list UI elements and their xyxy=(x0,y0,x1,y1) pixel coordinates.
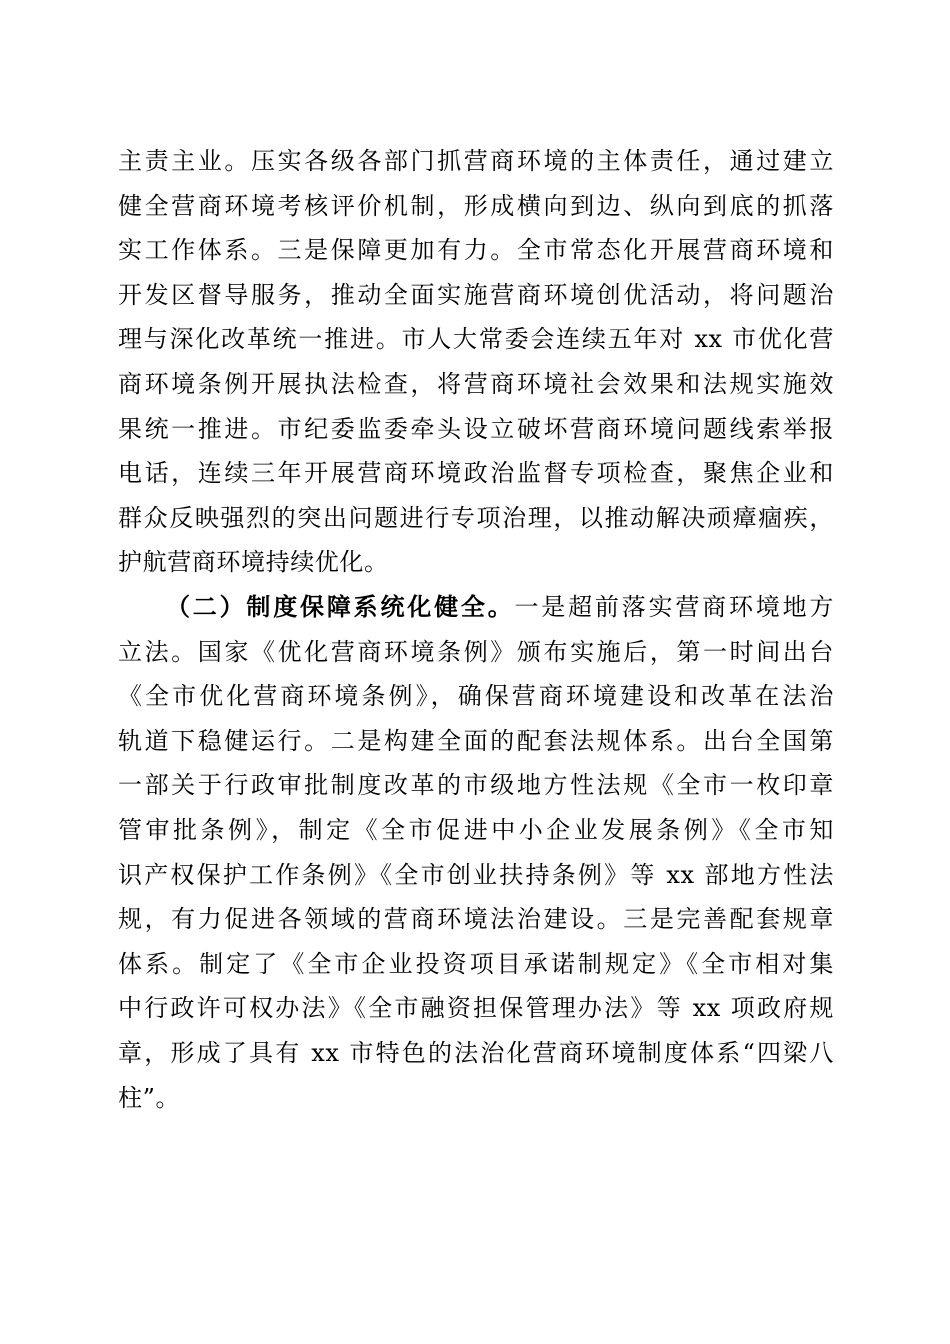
paragraph-1-line: 护航营商环境持续优化。 xyxy=(118,548,389,577)
paragraph-1-line: 果统一推进。市纪委监委牵头设立破坏营商环境问题线索举报 xyxy=(118,414,834,443)
paragraph-1-line: 开发区督导服务，推动全面实施营商环境创优活动，将问题治 xyxy=(118,280,834,309)
paragraph-2-first-line-text: 一是超前落实营商环境地方 xyxy=(514,593,834,621)
paragraph-2-line: 管审批条例》，制定《全市促进中小企业发展条例》《全市知 xyxy=(118,815,834,844)
paragraph-2-first-line xyxy=(118,585,834,630)
paragraph-2-line: 识产权保护工作条例》《全市创业扶持条例》等 xx 部地方性法 xyxy=(118,860,834,889)
paragraph-2-line: 规，有力促进各领域的营商环境法治建设。三是完善配套规章 xyxy=(118,905,834,934)
paragraph-1-line: 理与深化改革统一推进。市人大常委会连续五年对 xx 市优化营 xyxy=(118,325,834,354)
paragraph-2-line: 轨道下稳健运行。二是构建全面的配套法规体系。出台全国第 xyxy=(118,726,834,755)
paragraph-1-line: 商环境条例开展执法检查，将营商环境社会效果和法规实施效 xyxy=(118,369,834,398)
paragraph-1-line: 健全营商环境考核评价机制，形成横向到边、纵向到底的抓落 xyxy=(118,191,834,220)
paragraph-2-line: 柱”。 xyxy=(118,1083,181,1112)
paragraph-2-line: 立法。国家《优化营商环境条例》颁布实施后，第一时间出台 xyxy=(118,637,834,666)
paragraph-1-line: 实工作体系。三是保障更加有力。全市常态化开展营商环境和 xyxy=(118,236,834,265)
paragraph-2-line: 中行政许可权办法》《全市融资担保管理办法》等 xx 项政府规 xyxy=(118,994,834,1023)
paragraph-1 xyxy=(118,139,834,585)
paragraph-1-line: 群众反映强烈的突出问题进行专项治理，以推动解决顽瘴痼疾， xyxy=(118,503,834,532)
paragraph-2-line: 体系。制定了《全市企业投资项目承诺制规定》《全市相对集 xyxy=(118,949,834,978)
paragraph-1-line: 主责主业。压实各级各部门抓营商环境的主体责任，通过建立 xyxy=(118,147,834,175)
paragraph-2-line: 章，形成了具有 xx 市特色的法治化营商环境制度体系“四梁八 xyxy=(118,1038,834,1067)
paragraph-1-line: 电话，连续三年开展营商环境政治监督专项检查，聚焦企业和 xyxy=(118,459,834,488)
paragraph-2-line: 《全市优化营商环境条例》，确保营商环境建设和改革在法治 xyxy=(118,682,834,711)
paragraph-2 xyxy=(118,585,834,1120)
paragraph-2-line: 一部关于行政审批制度改革的市级地方性法规《全市一枚印章 xyxy=(118,771,834,800)
section-heading: （二）制度保障系统化健全。 xyxy=(166,592,515,621)
